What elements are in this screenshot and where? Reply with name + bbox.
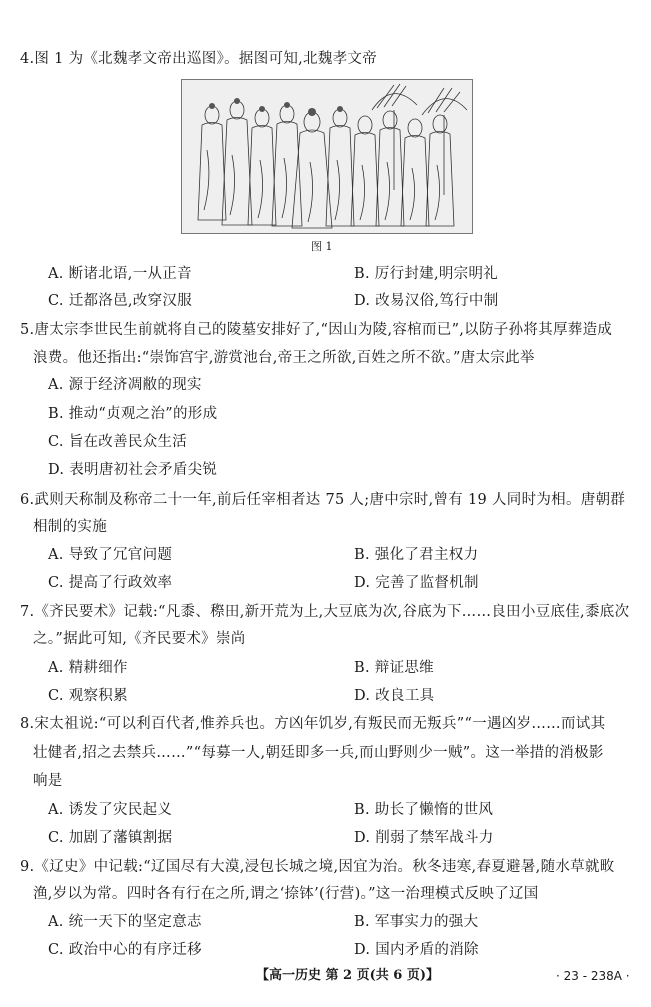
- question-8-stem-line-3: 响是: [33, 773, 63, 789]
- q7-option-d: D. 改良工具: [354, 688, 435, 704]
- q8-option-c: C. 加剧了藩镇割据: [48, 830, 173, 846]
- question-8-stem-line-2: 壮健者,招之去禁兵……”“每募一人,朝廷即多一兵,而山野则少一贼”。这一举措的消极影: [33, 745, 604, 761]
- q6-option-d: D. 完善了监督机制: [354, 575, 479, 591]
- q7-option-c: C. 观察积累: [48, 688, 128, 704]
- q9-option-d: D. 国内矛盾的消除: [354, 942, 479, 958]
- q7-option-b: B. 辩证思维: [354, 660, 434, 676]
- question-8-stem-line-1: 8.宋太祖说:“可以利百代者,惟养兵也。方凶年饥岁,有叛民而无叛兵”“一遇凶岁……而试其: [20, 716, 606, 732]
- q6-option-c: C. 提高了行政效率: [48, 575, 173, 591]
- q4-option-d: D. 改易汉俗,笃行中制: [354, 293, 499, 309]
- question-6-stem-line-1: 6.武则天称制及称帝二十一年,前后任宰相者达 75 人;唐中宗时,曾有 19 人同时为相。唐朝群: [20, 492, 626, 508]
- question-9-stem-line-1: 9.《辽史》中记载:“辽国尽有大漠,浸包长城之境,因宜为治。秋冬违寒,春夏避暑,随水草就畋: [20, 859, 615, 875]
- figure-1-drawing: [182, 80, 472, 233]
- q4-option-b: B. 厉行封建,明宗明礼: [354, 266, 499, 282]
- q9-option-c: C. 政治中心的有序迁移: [48, 942, 202, 958]
- question-5-stem-line-2: 浪费。他还指出:“崇饰宫宇,游赏池台,帝王之所欲,百姓之所不欲。”唐太宗此举: [33, 350, 535, 366]
- page-footer-title: 【高一历史 第 2 页(共 6 页)】: [256, 968, 440, 983]
- question-4-stem: 4.图 1 为《北魏孝文帝出巡图》。据图可知,北魏孝文帝: [20, 51, 378, 67]
- q8-option-b: B. 助长了懒惰的世风: [354, 802, 494, 818]
- question-9-stem-line-2: 渔,岁以为常。四时各有行在之所,谓之‘捺钵’(行营)。”这一治理模式反映了辽国: [33, 886, 539, 902]
- q9-option-a: A. 统一天下的坚定意志: [48, 914, 202, 930]
- question-5-stem-line-1: 5.唐太宗李世民生前就将自己的陵墓安排好了,“因山为陵,容棺而已”,以防子孙将其厚葬造成: [20, 322, 613, 338]
- q9-option-b: B. 军事实力的强大: [354, 914, 479, 930]
- q4-option-a: A. 断诸北语,一从正音: [48, 266, 192, 282]
- q8-option-d: D. 削弱了禁军战斗力: [354, 830, 494, 846]
- emperor-procession-illustration: [181, 79, 473, 234]
- q6-option-b: B. 强化了君主权力: [354, 547, 479, 563]
- q6-option-a: A. 导致了冗官问题: [48, 547, 173, 563]
- question-6-stem-line-2: 相制的实施: [33, 519, 107, 535]
- q5-option-a: A. 源于经济凋敝的现实: [48, 377, 202, 393]
- q5-option-d: D. 表明唐初社会矛盾尖锐: [48, 462, 218, 478]
- q7-option-a: A. 精耕细作: [48, 660, 128, 676]
- q4-option-c: C. 迁都洛邑,改穿汉服: [48, 293, 193, 309]
- q5-option-b: B. 推动“贞观之治”的形成: [48, 406, 218, 422]
- question-7-stem-line-1: 7.《齐民要术》记载:“凡黍、穄田,新开荒为上,大豆底为次,谷底为下……良田小豆底佳,黍底次: [20, 604, 630, 620]
- figure-caption: 图 1: [311, 240, 333, 253]
- question-7-stem-line-2: 之。”据此可知,《齐民要术》崇尚: [33, 631, 246, 647]
- q5-option-c: C. 旨在改善民众生活: [48, 434, 188, 450]
- page-footer-code: · 23 - 238A ·: [556, 969, 630, 983]
- q8-option-a: A. 诱发了灾民起义: [48, 802, 173, 818]
